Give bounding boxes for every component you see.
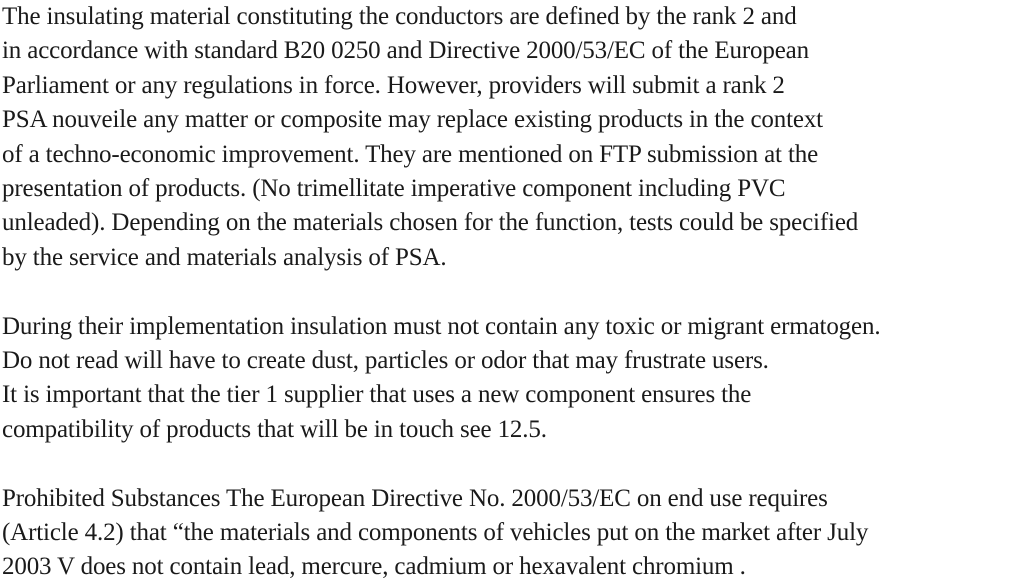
text-line: of a techno-economic improvement. They are mentioned on FTP submission at the — [2, 140, 819, 168]
paragraph-insulating-material — [2, 0, 1024, 275]
text-line: Prohibited Substances The European Directive No. 2000/53/EC on end use requires — [2, 484, 828, 512]
paragraph-spacer — [2, 447, 1024, 481]
text-line: During their implementation insulation must not contain any toxic or migrant ermatogen. — [2, 312, 881, 340]
text-line: presentation of products. (No trimellitate imperative component including PVC — [2, 175, 786, 203]
text-line: compatibility of products that will be in touch see 12.5. — [2, 415, 547, 443]
text-line: unleaded). Depending on the materials chosen for the function, tests could be specified — [2, 209, 859, 237]
paragraph-implementation — [2, 310, 1024, 448]
document-body — [2, 0, 1024, 585]
text-line: PSA nouveile any matter or composite may replace existing products in the context — [2, 106, 823, 134]
paragraph-prohibited-substances — [2, 482, 1024, 585]
text-line: 2003 V does not contain lead, mercure, cadmium or hexavalent chromium . — [2, 553, 746, 581]
text-line: by the service and materials analysis of PSA. — [2, 243, 447, 271]
text-line: Parliament or any regulations in force. However, providers will submit a rank 2 — [2, 71, 785, 99]
paragraph-spacer — [2, 275, 1024, 309]
text-line: in accordance with standard B20 0250 and Directive 2000/53/EC of the European — [2, 37, 809, 65]
text-line: Do not read will have to create dust, particles or odor that may frustrate users. — [2, 347, 769, 375]
text-line: It is important that the tier 1 supplier that uses a new component ensures the — [2, 381, 752, 409]
text-line: (Article 4.2) that “the materials and components of vehicles put on the market after July — [2, 519, 869, 547]
text-line: The insulating material constituting the conductors are defined by the rank 2 and — [2, 3, 797, 30]
